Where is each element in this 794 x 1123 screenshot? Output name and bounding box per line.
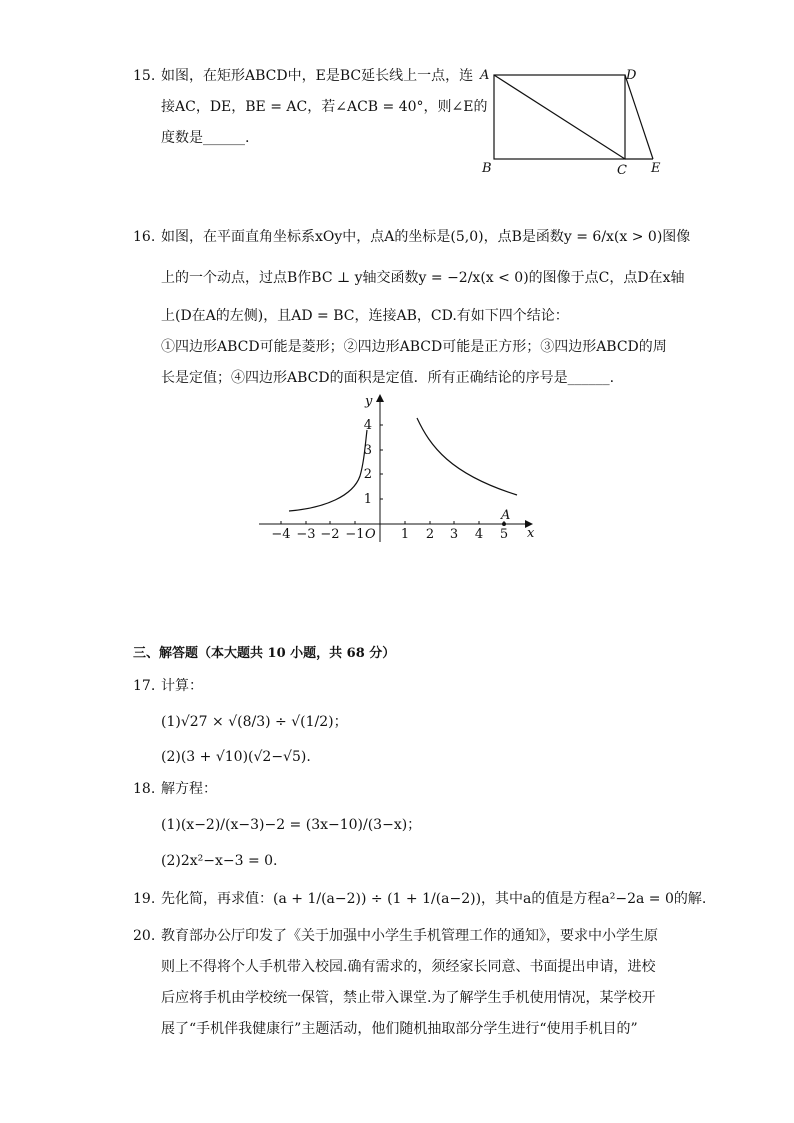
x-tick-label: 4 (474, 527, 484, 542)
q15-number: 15. (133, 68, 156, 84)
q17-part-1: (1)√27 × √(8/3) ÷ √(1/2)； (161, 714, 348, 730)
x-tick-label: 5 (499, 527, 509, 542)
q16-line-4: ①四边形ABCD可能是菱形；②四边形ABCD可能是正方形；③四边形ABCD的周 (161, 339, 667, 355)
q16-line-3: 上(D在A的左侧)，且AD = BC，连接AB，CD.有如下四个结论： (161, 308, 569, 324)
x-tick-label: −3 (296, 527, 316, 542)
q17-part-2: (2)(3 + √10)(√2−√5). (161, 749, 311, 765)
q16-function-graph (255, 392, 545, 547)
section-title: 三、解答题（本大题共 10 小题，共 68 分） (133, 646, 396, 661)
x-tick-label: 3 (449, 527, 459, 542)
curve-negative-branch (289, 430, 367, 511)
q18-title: 解方程： (161, 781, 217, 797)
y-axis-label: y (365, 394, 373, 409)
q15-line-3: 度数是______. (161, 130, 250, 146)
point-a-label: A (501, 508, 511, 523)
x-tick-label: −1 (345, 527, 365, 542)
x-tick-label: 2 (425, 527, 435, 542)
x-tick-label: −2 (320, 527, 340, 542)
curve-positive-branch (417, 418, 517, 495)
q20-line-4: 展了“手机伴我健康行”主题活动，他们随机抽取部分学生进行“使用手机目的” (161, 1021, 638, 1037)
q20-line-2: 则上不得将个人手机带入校园.确有需求的，须经家长同意、书面提出申请，进校 (161, 959, 656, 975)
label-a: A (480, 68, 490, 83)
x-tick-label: 1 (400, 527, 410, 542)
segment-de (625, 75, 653, 159)
label-d: D (626, 68, 637, 83)
q17-number: 17. (133, 678, 156, 694)
q16-line-1: 如图，在平面直角坐标系xOy中，点A的坐标是(5,0)，点B是函数y = 6/x(x > 0)图像 (161, 229, 691, 245)
segment-ac (494, 75, 625, 159)
q16-number: 16. (133, 229, 156, 245)
q19-number: 19. (133, 891, 156, 907)
y-tick-label: 2 (363, 467, 372, 482)
q15-line-2: 接AC，DE，BE = AC，若∠ACB = 40°，则∠E的 (161, 99, 488, 115)
q15-line-1: 如图，在矩形ABCD中，E是BC延长线上一点，连 (161, 68, 474, 84)
y-tick-label: 4 (363, 418, 372, 433)
q18-part-1: (1)(x−2)/(x−3)−2 = (3x−10)/(3−x)； (161, 817, 422, 833)
y-tick-label: 1 (363, 492, 372, 507)
q17-title: 计算： (161, 678, 203, 694)
x-axis-label: x (527, 526, 535, 541)
q20-number: 20. (133, 928, 156, 944)
y-tick-label: 3 (363, 443, 372, 458)
q18-part-2: (2)2x²−x−3 = 0. (161, 853, 278, 869)
q15-rectangle-figure (476, 64, 676, 182)
origin-label: O (365, 527, 376, 542)
q16-line-2: 上的一个动点，过点B作BC ⊥ y轴交函数y = −2/x(x < 0)的图像于点C，点D在x轴 (161, 270, 685, 286)
label-c: C (617, 163, 627, 178)
label-e: E (651, 161, 661, 176)
q20-line-3: 后应将手机由学校统一保管，禁止带入课堂.为了解学生手机使用情况，某学校开 (161, 990, 656, 1006)
q18-number: 18. (133, 781, 156, 797)
x-tick-label: −4 (271, 527, 291, 542)
q19-text: 先化简，再求值：(a + 1/(a−2)) ÷ (1 + 1/(a−2))，其中a的值是方程a²−2a = 0的解. (161, 891, 707, 907)
label-b: B (482, 161, 492, 176)
q16-line-5: 长是定值；④四边形ABCD的面积是定值．所有正确结论的序号是______. (161, 370, 615, 386)
q20-line-1: 教育部办公厅印发了《关于加强中小学生手机管理工作的通知》，要求中小学生原 (161, 928, 658, 944)
